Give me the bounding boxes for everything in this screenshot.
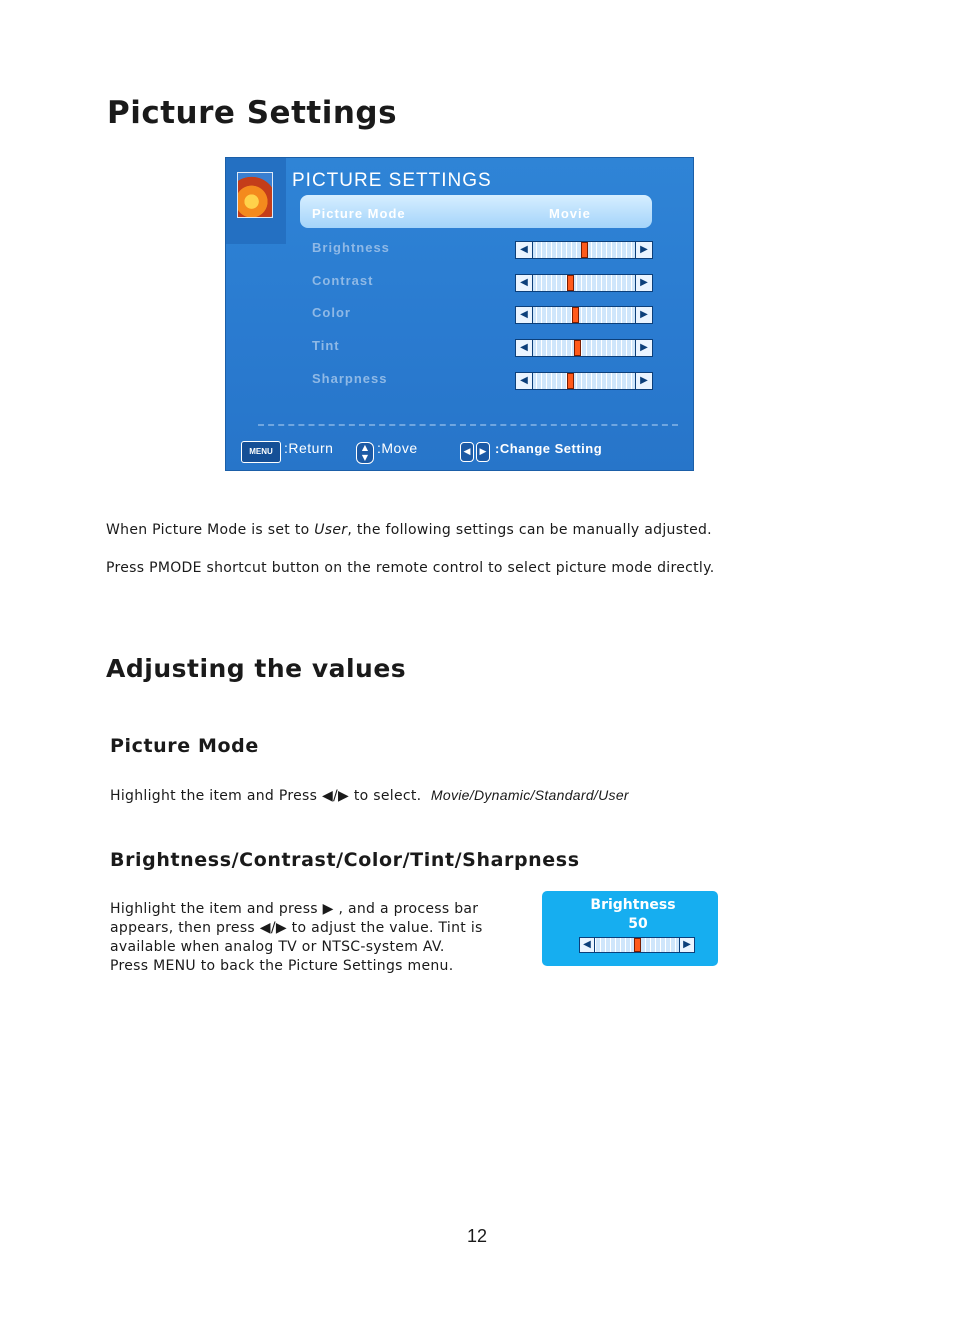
slider-left-arrow-icon[interactable]: ◀ xyxy=(516,307,533,323)
picture-settings-osd xyxy=(225,157,694,471)
slider-knob[interactable] xyxy=(634,938,641,952)
picture-mode-instructions: Highlight the item and Press ◀/▶ to select. Movie/Dynamic/Standard/User xyxy=(110,787,629,804)
osd-item-contrast[interactable]: Contrast xyxy=(312,273,374,288)
slider-knob[interactable] xyxy=(567,275,574,291)
footer-return: :Return xyxy=(284,440,334,456)
slider-left-arrow-icon[interactable]: ◀ xyxy=(516,373,533,389)
slider-left-arrow-icon[interactable]: ◀ xyxy=(516,275,533,291)
intro-line-1: When Picture Mode is set to User, the following settings can be manually adjusted. xyxy=(106,522,712,538)
right-key-icon: ▶ xyxy=(476,442,490,462)
menu-key-icon: MENU xyxy=(241,441,281,463)
slider-left-arrow-icon[interactable]: ◀ xyxy=(516,340,533,356)
osd-title: PICTURE SETTINGS xyxy=(292,170,492,191)
brightness-instructions-1: Highlight the item and press ▶ , and a process bar xyxy=(110,901,479,917)
osd-slider-tint[interactable] xyxy=(515,339,653,357)
osd-slider-sharpness[interactable] xyxy=(515,372,653,390)
slider-right-arrow-icon[interactable]: ▶ xyxy=(635,275,652,291)
slider-right-arrow-icon[interactable]: ▶ xyxy=(679,938,694,952)
slider-knob[interactable] xyxy=(574,340,581,356)
osd-item-picture-mode[interactable]: Picture Mode xyxy=(312,206,406,221)
page-title: Picture Settings xyxy=(107,95,398,131)
brightness-instructions-4: Press MENU to back the Picture Settings menu. xyxy=(110,958,454,974)
slider-right-arrow-icon[interactable]: ▶ xyxy=(635,340,652,356)
osd-sidebar xyxy=(226,158,286,244)
slider-knob[interactable] xyxy=(572,307,579,323)
osd-item-color[interactable]: Color xyxy=(312,305,351,320)
slider-left-arrow-icon[interactable]: ◀ xyxy=(580,938,595,952)
osd-item-tint[interactable]: Tint xyxy=(312,338,340,353)
popup-title: Brightness xyxy=(590,897,676,913)
brightness-popup xyxy=(542,891,718,966)
osd-divider xyxy=(258,424,678,426)
osd-slider-color[interactable] xyxy=(515,306,653,324)
osd-picture-mode-value: Movie xyxy=(549,206,591,221)
slider-right-arrow-icon[interactable]: ▶ xyxy=(635,373,652,389)
popup-slider[interactable] xyxy=(579,937,695,953)
brightness-instructions-3: available when analog TV or NTSC-system AV. xyxy=(110,939,445,955)
page-number: 12 xyxy=(466,1226,488,1246)
brightness-instructions-2: appears, then press ◀/▶ to adjust the value. Tint is xyxy=(110,920,483,936)
osd-item-brightness[interactable]: Brightness xyxy=(312,240,390,255)
slider-knob[interactable] xyxy=(581,242,588,258)
section-title-adjusting: Adjusting the values xyxy=(106,654,407,683)
picture-mode-heading: Picture Mode xyxy=(110,735,259,757)
footer-move: :Move xyxy=(377,440,418,456)
intro-line-2: Press PMODE shortcut button on the remote control to select picture mode directly. xyxy=(106,560,715,576)
slider-right-arrow-icon[interactable]: ▶ xyxy=(635,242,652,258)
slider-left-arrow-icon[interactable]: ◀ xyxy=(516,242,533,258)
picture-icon xyxy=(237,172,273,218)
slider-right-arrow-icon[interactable]: ▶ xyxy=(635,307,652,323)
popup-value: 50 xyxy=(628,916,648,932)
footer-change-setting: :Change Setting xyxy=(495,441,603,456)
slider-knob[interactable] xyxy=(567,373,574,389)
up-down-key-icon: ▲ ▼ xyxy=(356,442,374,464)
left-key-icon: ◀ xyxy=(460,442,474,462)
osd-slider-contrast[interactable] xyxy=(515,274,653,292)
osd-item-sharpness[interactable]: Sharpness xyxy=(312,371,388,386)
osd-slider-brightness[interactable] xyxy=(515,241,653,259)
brightness-group-heading: Brightness/Contrast/Color/Tint/Sharpness xyxy=(110,849,580,871)
